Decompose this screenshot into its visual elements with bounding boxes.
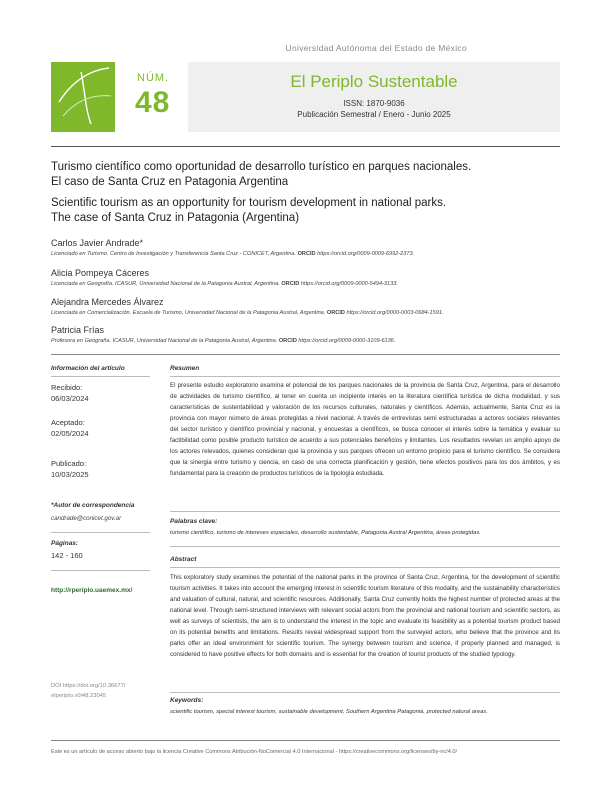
title-en-line-1: Scientific tourism as an opportunity for tourism development in national parks. bbox=[51, 197, 447, 209]
accepted-label: Aceptado: bbox=[51, 418, 85, 427]
orcid-link[interactable]: https://orcid.org/0009-0000-5494-3133. bbox=[300, 281, 398, 287]
journal-url-link[interactable]: http://rperiplo.uaemex.mx/ bbox=[51, 587, 133, 594]
divider bbox=[51, 740, 560, 741]
affiliation-text: Licenciado en Turismo. Centro de Investigación y Transferencia Santa Cruz - CONICET, Argentina. bbox=[51, 251, 296, 257]
palabras-clave-label: Palabras clave: bbox=[170, 518, 218, 525]
doi-line-2[interactable]: elperiplo.v0i48.23045 bbox=[51, 693, 107, 699]
affiliation-text: Licenciada en Comercialización. Escuela de Turismo, Universidad Nacional de la Patagonia Austral, Argentina. bbox=[51, 310, 326, 316]
doi-line-1[interactable]: DOI https://doi.org/10.36677/ bbox=[51, 683, 126, 689]
orcid-label: ORCID bbox=[297, 251, 316, 257]
palabras-clave-text: turismo científico, turismo de intereses especiales, desarrollo sustentable, Patagonia Austral Argentina, áreas protegidas. bbox=[170, 530, 481, 536]
orcid-label: ORCID bbox=[281, 281, 300, 287]
resumen-text: El presente estudio exploratorio examina el potencial de los parques nacionales de la provincia de Santa Cruz, Argentina, para el desarrollo de actividades de turismo científico, al tener en cuenta un incipiente interés en la literatura científica turística de dicha modalidad, y sus características de sustentabilidad y valoración de los recursos culturales, naturales y científicos. Además, actualmente, Santa Cruz es la provincia con mayor número de áreas protegidas a nivel nacional. A través de entrevistas semi estructuradas a actores sociales relevantes del sector turístico y científico provincial y nacional, y encuestas a científicos, se busca conocer el interés sobre la temática y evaluar su factibilidad como posible producto turístico de acuerdo a sus potenciales beneficios y limitantes. Los resultados revelan un amplio apoyo de los actores relevados, quienes consideran que la provincia y sus parques ofrecen un entorno propicio para el turismo científico. Se considera que la sinergia entre turismo y ciencia, en caso de una correcta planificación y gestión, tiene efectos positivos para los dos ámbitos, y es fundamental para la creación de productos turísticos de la tipología estudiada. bbox=[170, 382, 560, 477]
orcid-link[interactable]: https://orcid.org/0000-0003-0684-1591. bbox=[346, 310, 444, 316]
orcid-label: ORCID bbox=[326, 310, 345, 316]
abstract-heading: Abstract bbox=[170, 556, 197, 563]
license-footer: Este es un artículo de acceso abierto bajo la licencia Creative Commons Atribución-NoComercial 4.0 Internacional - https://creativecommons.org/licenses/by-nc/4.0/ bbox=[51, 749, 458, 755]
title-en-line-2: The case of Santa Cruz in Patagonia (Argentina) bbox=[51, 212, 300, 224]
orcid-link[interactable]: https://orcid.org/0009-0000-3109-6136. bbox=[298, 338, 396, 344]
university-name: Universidad Autónoma del Estado de México bbox=[285, 43, 467, 53]
issue-number-label: NÚM. bbox=[137, 72, 170, 84]
title-es-line-1: Turismo científico como oportunidad de desarrollo turístico en parques nacionales. bbox=[51, 161, 472, 173]
divider bbox=[170, 692, 560, 693]
divider bbox=[170, 511, 560, 512]
divider bbox=[170, 567, 560, 568]
affiliation-text: Profesora en Geografía. ICASUR, Universidad Nacional de la Patagonia Austral, Argentina. bbox=[51, 338, 278, 344]
issn: ISSN: 1870-9036 bbox=[343, 99, 405, 108]
divider bbox=[170, 376, 560, 377]
keywords-label: Keywords: bbox=[170, 697, 204, 704]
orcid-label: ORCID bbox=[278, 338, 297, 344]
title-english bbox=[51, 196, 560, 226]
author-name: Carlos Javier Andrade* bbox=[51, 238, 144, 248]
pages-label: Páginas: bbox=[51, 540, 79, 547]
author-affiliation bbox=[51, 310, 571, 316]
author-entry bbox=[51, 268, 571, 287]
divider bbox=[51, 376, 150, 377]
author-name: Patricia Frías bbox=[51, 325, 105, 335]
divider bbox=[51, 570, 150, 571]
abstract-text: This exploratory study examines the potential of the national parks in the province of Santa Cruz, Argentina, for the development of scientific tourism activities. It takes into account the emerging interest in scientific tourism literature of this modality, and the sustainability characteristics and valuation of cultural, natural, and scientific resources. Additionally, Santa Cruz currently holds the highest number of protected areas at the national level. Through semi-structured interviews with relevant social actors from the provincial and national tourism and scientific sectors, as well as surveys of scientists, the aim is to understand the interest in the topic and evaluate its feasibility as a potential tourism product based on its potential benefits and limitations. Results reveal widespread support from the surveyed actors, who believe that the province and its parks offer an ideal environment for scientific tourism. The synergy between tourism and science, if properly planned and managed, is considered to have positive effects for both domains and is essential for the creation of tourist products of the studied typology. bbox=[170, 574, 560, 658]
publication-info: Publicación Semestral / Enero - Junio 2025 bbox=[297, 110, 451, 119]
author-affiliation bbox=[51, 338, 571, 344]
article-info-heading: Información del artículo bbox=[51, 365, 125, 372]
divider bbox=[170, 546, 560, 547]
affiliation-text: Licenciada en Geografía. ICASUR, Universidad Nacional de la Patagonia Austral, Argentina. bbox=[51, 281, 280, 287]
author-name: Alejandra Mercedes Álvarez bbox=[51, 297, 164, 307]
correspondence-label: *Autor de correspondencia bbox=[51, 502, 135, 509]
journal-title: El Periplo Sustentable bbox=[290, 72, 458, 91]
published-label: Publicado: bbox=[51, 459, 87, 468]
divider bbox=[51, 532, 150, 533]
correspondence-email[interactable]: candrade@conicet.gov.ar bbox=[51, 515, 122, 522]
author-entry bbox=[51, 297, 571, 316]
received-label: Recibido: bbox=[51, 383, 83, 392]
author-entry bbox=[51, 325, 571, 344]
author-affiliation bbox=[51, 251, 571, 257]
orcid-link[interactable]: https://orcid.org/0009-0009-6992-2373. bbox=[317, 251, 415, 257]
pages-value: 142 - 160 bbox=[51, 551, 83, 560]
author-name: Alicia Pompeya Cáceres bbox=[51, 268, 150, 278]
accepted-date: 02/05/2024 bbox=[51, 429, 89, 438]
author-affiliation bbox=[51, 281, 571, 287]
keywords-text: scientific tourism, special interest tourism, sustainable development, Southern Argentina Patagonia, protected natural areas. bbox=[170, 709, 488, 715]
divider bbox=[51, 354, 560, 355]
journal-logo-icon bbox=[51, 62, 115, 132]
published-date: 10/03/2025 bbox=[51, 470, 89, 479]
title-spanish bbox=[51, 160, 560, 190]
resumen-heading: Resumen bbox=[170, 365, 200, 372]
author-entry bbox=[51, 238, 571, 257]
divider bbox=[51, 146, 560, 147]
title-es-line-2: El caso de Santa Cruz en Patagonia Argentina bbox=[51, 176, 289, 188]
issue-number: 48 bbox=[135, 86, 171, 119]
received-date: 06/03/2024 bbox=[51, 394, 89, 403]
